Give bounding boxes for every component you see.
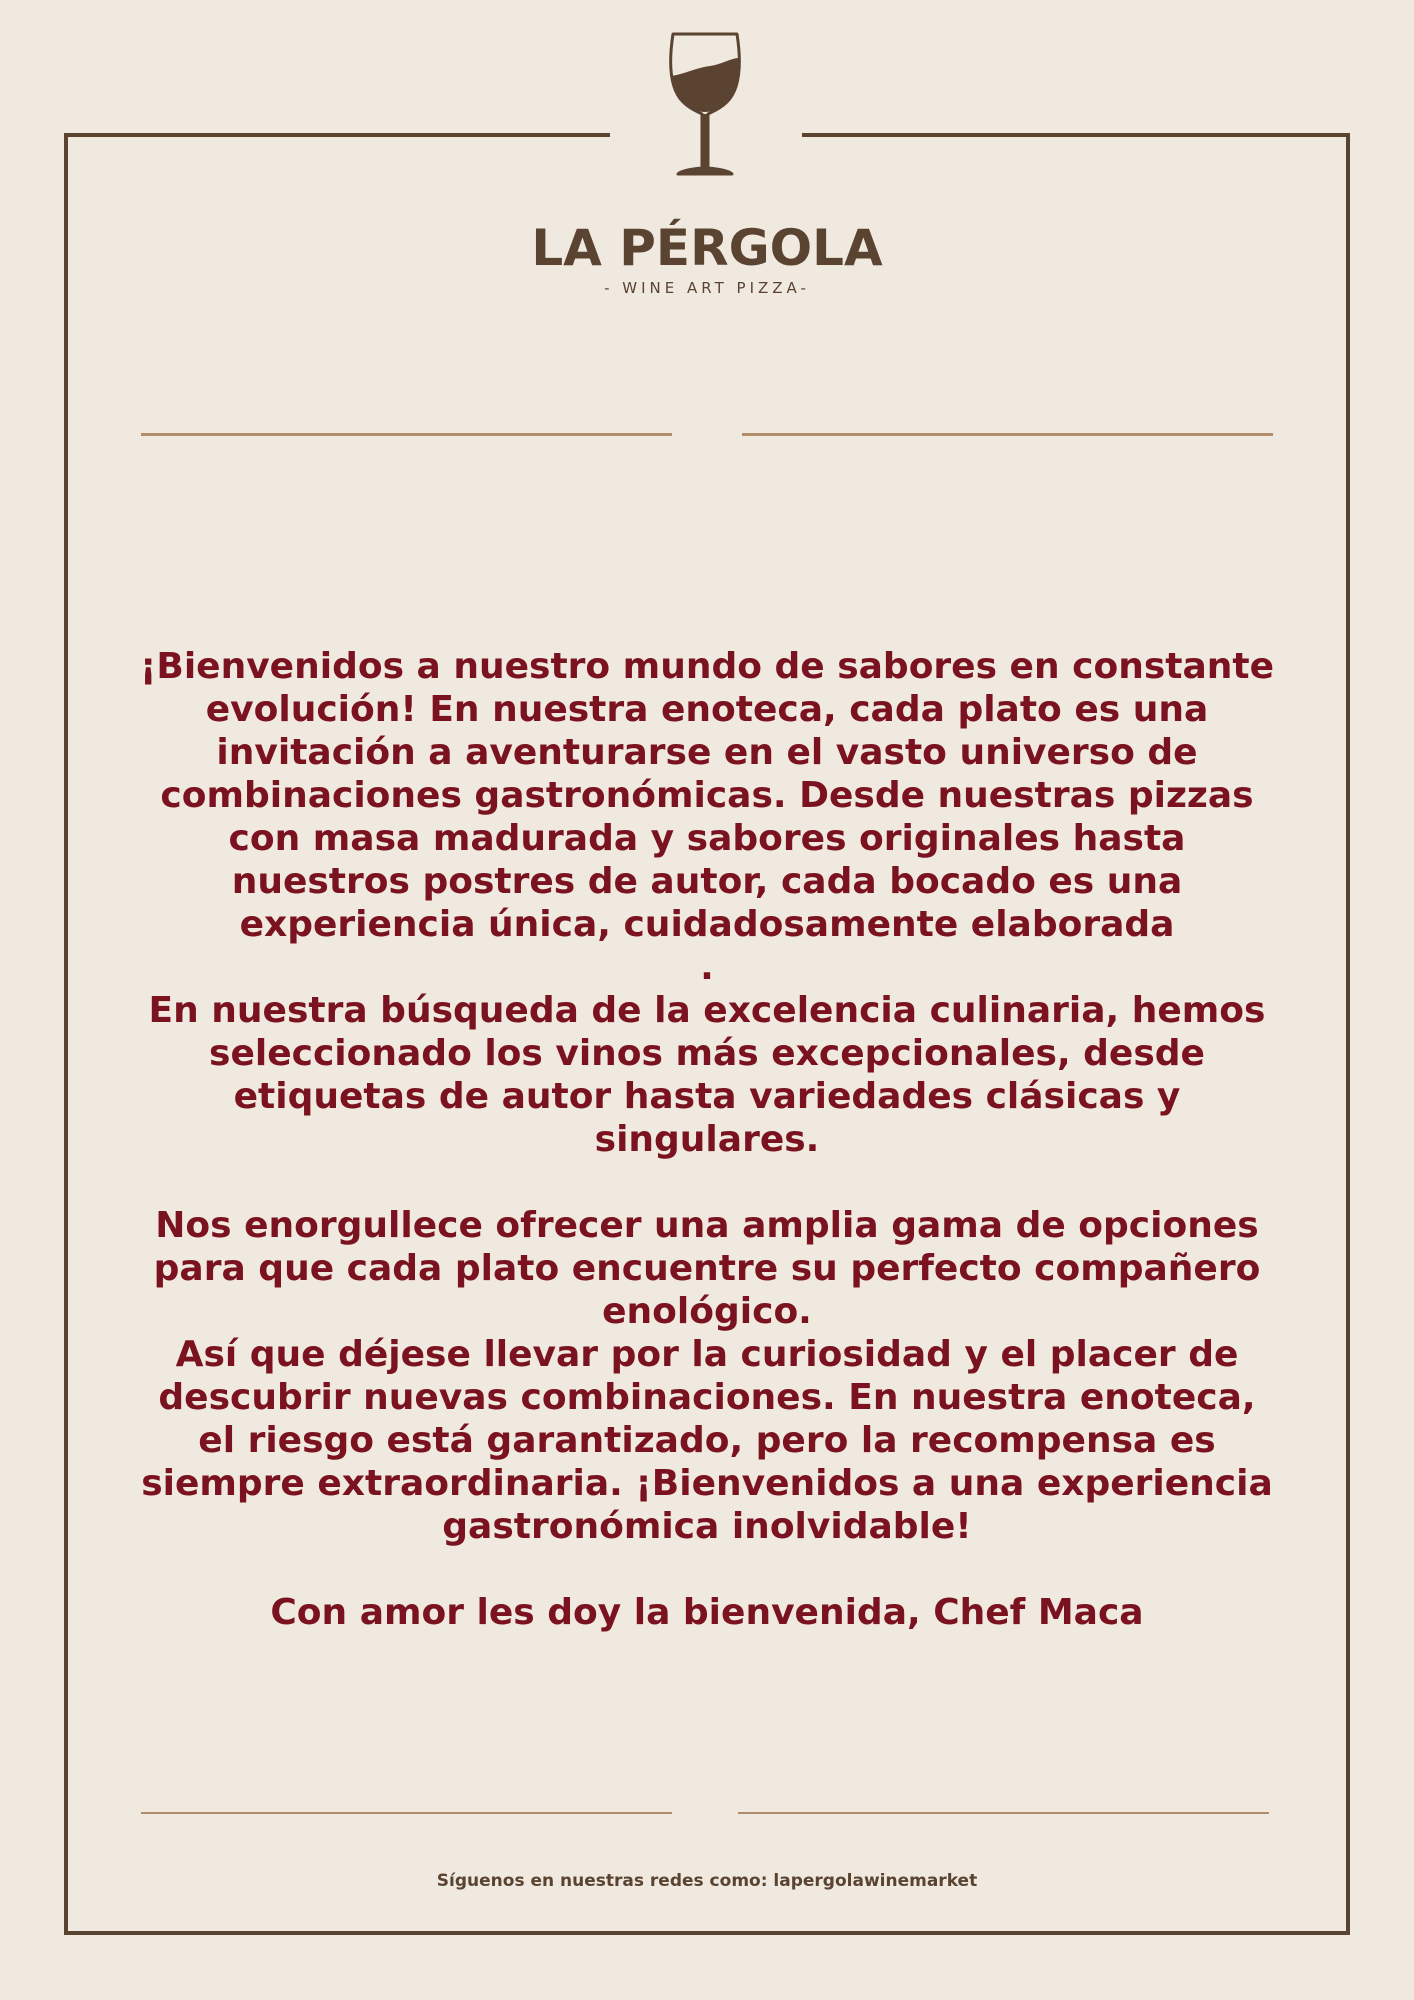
- letter-line: etiquetas de autor hasta variedades clásicas y: [233, 1076, 1181, 1117]
- paragraph-gap: [130, 1161, 1284, 1204]
- wine-glass-icon: [665, 30, 745, 180]
- letter-line: experiencia única, cuidadosamente elaborada: [239, 904, 1175, 945]
- brand-name: LA PÉRGOLA: [531, 219, 883, 277]
- letter-line: seleccionado los vinos más excepcionales, desde: [209, 1033, 1205, 1074]
- footer-social: Síguenos en nuestras redes como: lapergolawinemarket: [436, 1871, 978, 1891]
- divider-bottom-right: [738, 1812, 1269, 1814]
- letter-line: el riesgo está garantizado, pero la recompensa es: [198, 1420, 1216, 1461]
- letter-line: En nuestra búsqueda de la excelencia culinaria, hemos: [148, 990, 1266, 1031]
- letter-line: para que cada plato encuentre su perfecto compañero: [153, 1248, 1261, 1289]
- welcome-letter: [130, 645, 1284, 1634]
- letter-line: enológico.: [602, 1291, 812, 1332]
- letter-line: .: [700, 947, 714, 988]
- letter-line: invitación a aventurarse en el vasto universo de: [216, 732, 1198, 773]
- letter-line: evolución! En nuestra enoteca, cada plato es una: [205, 689, 1209, 730]
- divider-bottom-left: [141, 1812, 672, 1814]
- divider-top-right: [742, 433, 1273, 436]
- letter-line: gastronómica inolvidable!: [442, 1506, 972, 1547]
- letter-line: descubrir nuevas combinaciones. En nuestra enoteca,: [158, 1377, 1256, 1418]
- letter-line: siempre extraordinaria. ¡Bienvenidos a una experiencia: [141, 1463, 1273, 1504]
- letter-line: nuestros postres de autor, cada bocado es una: [231, 861, 1183, 902]
- letter-signature: Con amor les doy la bienvenida, Chef Maca: [270, 1592, 1144, 1633]
- letter-line: Nos enorgullece ofrecer una amplia gama de opciones: [155, 1205, 1259, 1246]
- letter-line: Así que déjese llevar por la curiosidad y el placer de: [175, 1334, 1239, 1375]
- letter-line: ¡Bienvenidos a nuestro mundo de sabores en constante: [139, 646, 1275, 687]
- letter-line: con masa madurada y sabores originales hasta: [228, 818, 1186, 859]
- letter-line: singulares.: [594, 1119, 820, 1160]
- divider-top-left: [141, 433, 672, 436]
- letter-line: combinaciones gastronómicas. Desde nuestras pizzas: [160, 775, 1254, 816]
- paragraph-gap: [130, 1548, 1284, 1591]
- brand-tagline: - WINE ART PIZZA-: [604, 279, 810, 297]
